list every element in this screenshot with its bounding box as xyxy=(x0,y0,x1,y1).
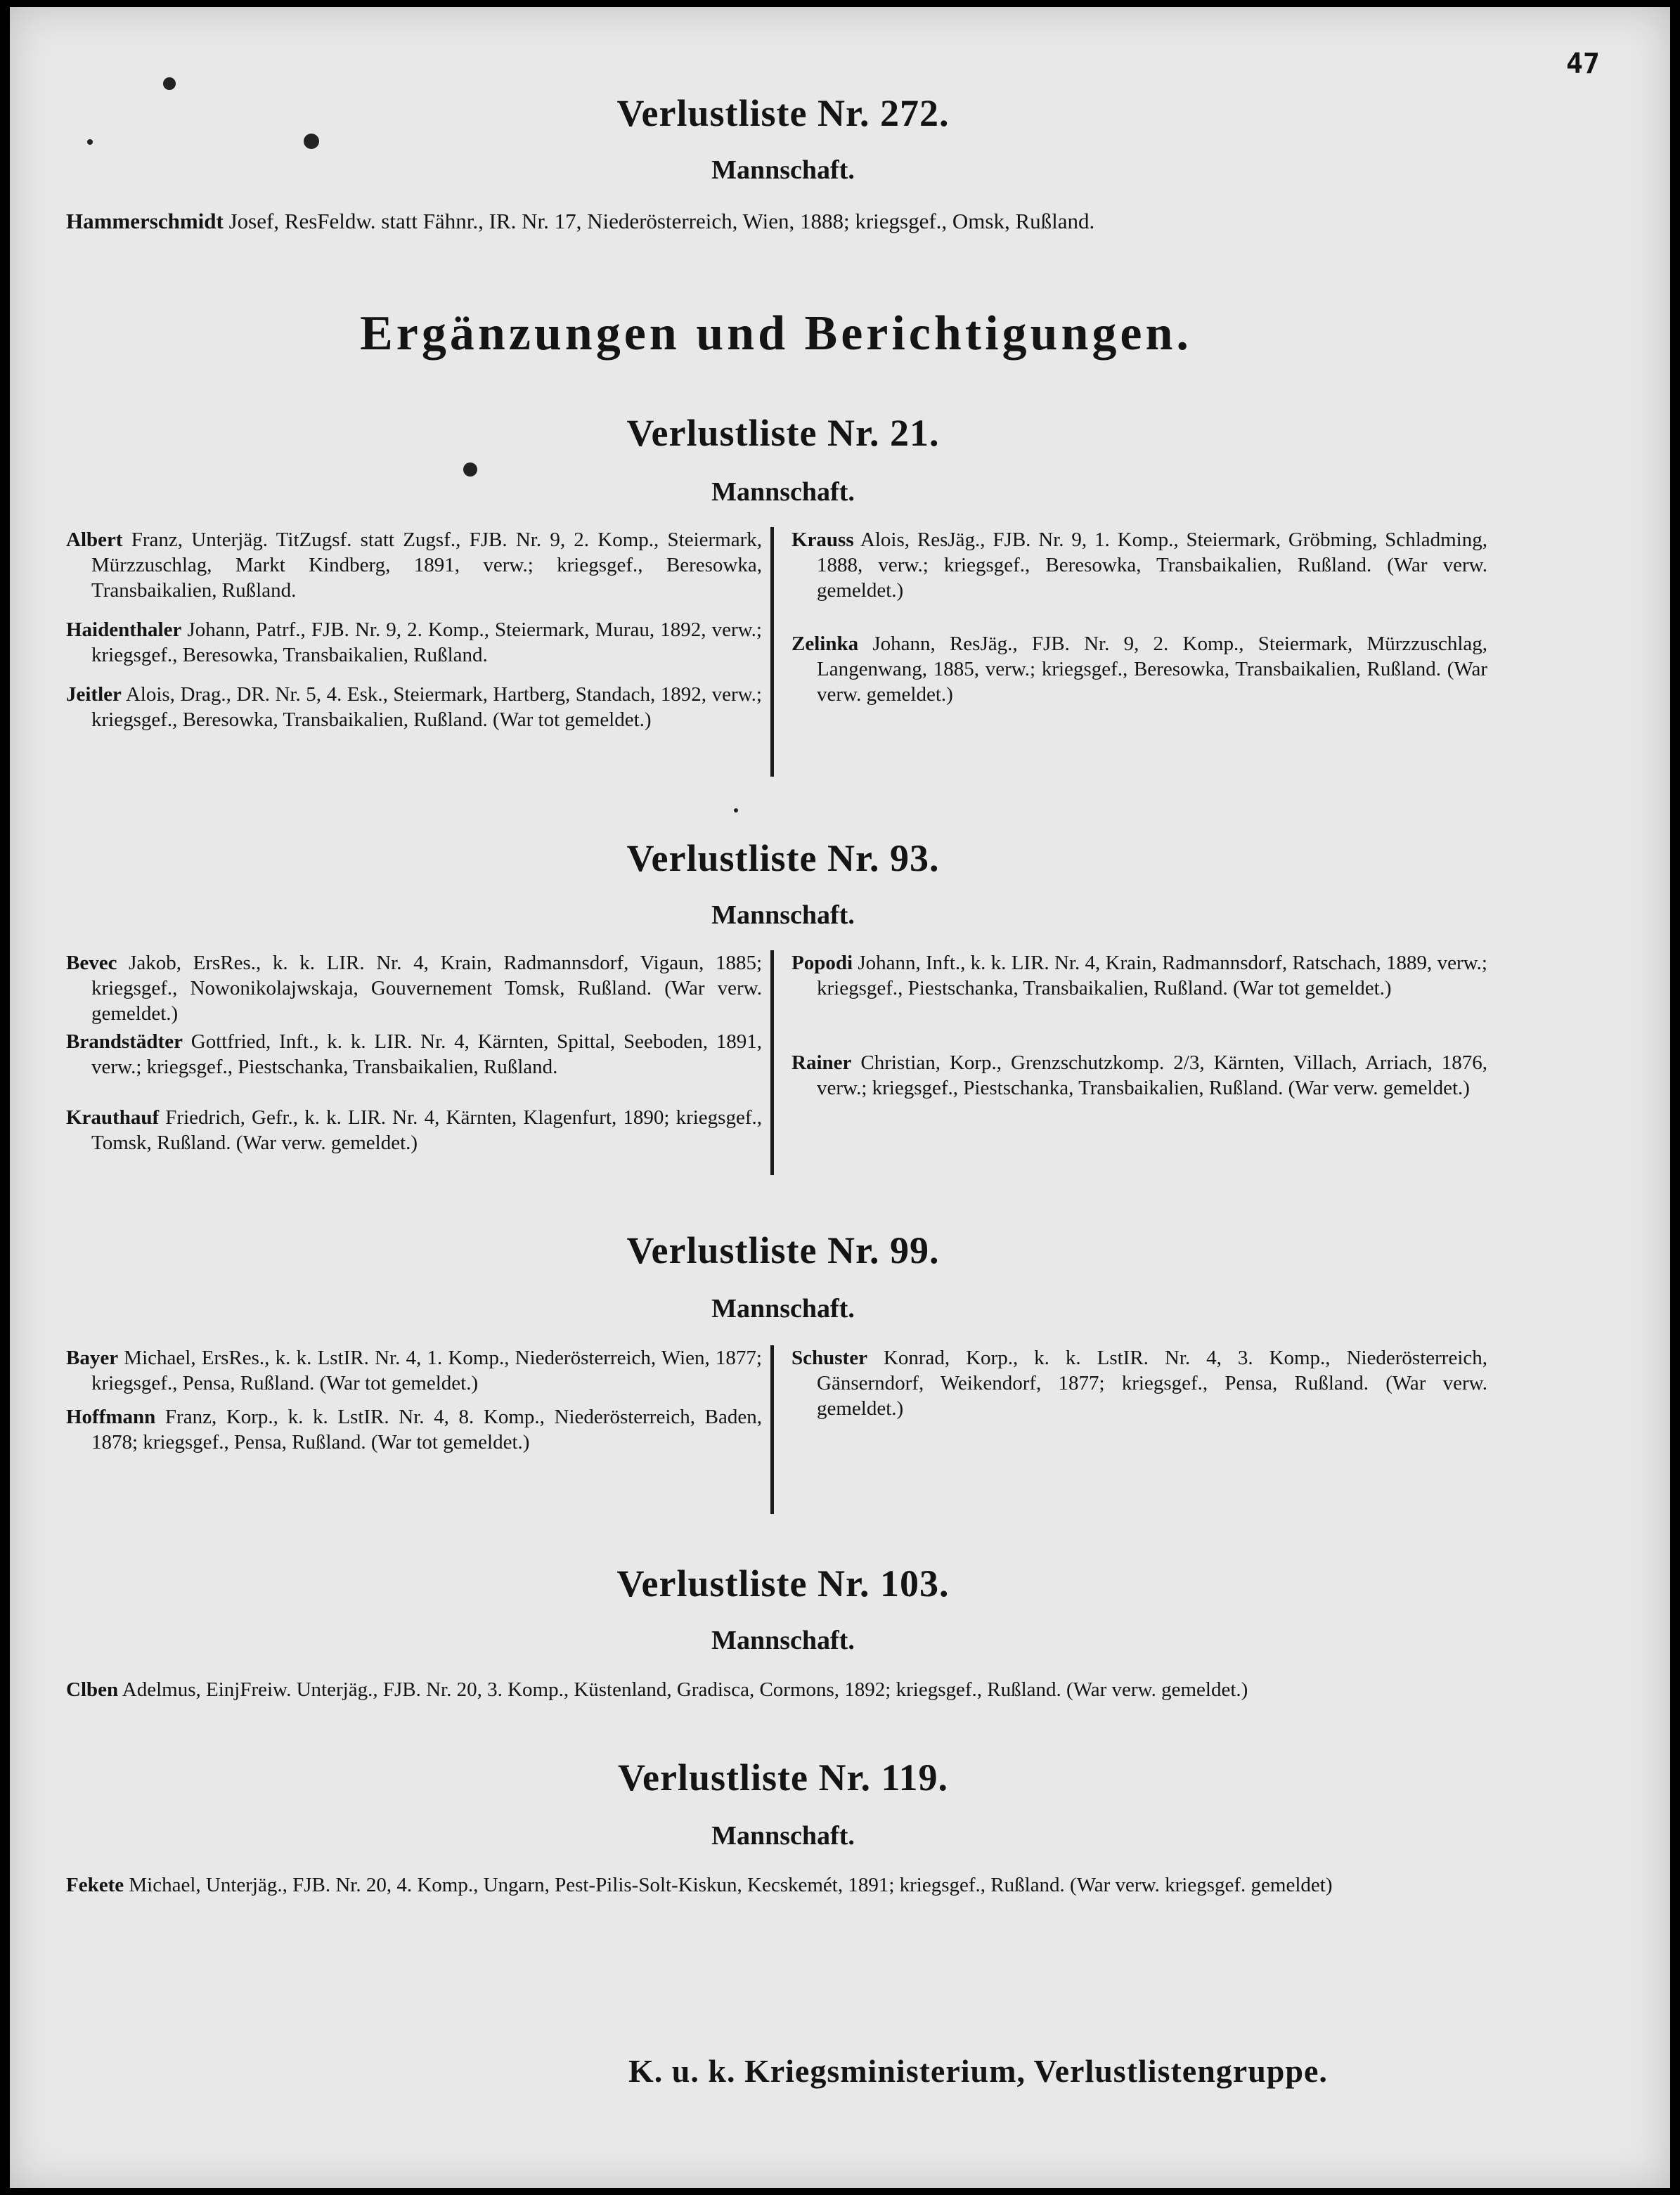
column-divider xyxy=(770,527,774,777)
list-93-left-column xyxy=(66,950,762,1170)
document-page xyxy=(10,7,1670,2188)
list-item xyxy=(791,1345,1487,1421)
entry-text: Franz, Korp., k. k. LstIR. Nr. 4, 8. Komp., Niederösterreich, Baden, 1878; kriegsgef., Pensa, Rußland. (War tot gemeldet.) xyxy=(91,1406,762,1453)
entry-name: Brandstädter xyxy=(66,1030,183,1053)
list-item xyxy=(66,617,762,668)
list-item xyxy=(66,682,762,732)
list-item xyxy=(791,631,1487,707)
entry-text: Michael, Unterjäg., FJB. Nr. 20, 4. Komp., Ungarn, Pest-Pilis-Solt-Kiskun, Kecskemét, 1891; kriegsgef., Rußland. (War verw. kriegsgef. gemeldet) xyxy=(124,1874,1333,1896)
scan-speck xyxy=(463,462,477,477)
entry-name: Jeitler xyxy=(66,683,122,706)
scan-speck xyxy=(163,77,176,90)
list-item xyxy=(791,527,1487,603)
list-119-section: Mannschaft. xyxy=(711,1821,855,1851)
list-272-title: Verlustliste Nr. 272. xyxy=(616,92,950,134)
list-103-entry xyxy=(66,1677,1493,1702)
list-21-section: Mannschaft. xyxy=(711,477,855,507)
list-21-left-column xyxy=(66,527,762,746)
entry-name: Krauss xyxy=(791,529,854,551)
footer-signature: K. u. k. Kriegsministerium, Verlustlistengruppe. xyxy=(628,2053,1328,2089)
list-item xyxy=(66,1345,762,1396)
entry-text: Johann, Patrf., FJB. Nr. 9, 2. Komp., Steiermark, Murau, 1892, verw.; kriegsgef., Beresowka, Transbaikalien, Rußland. xyxy=(91,619,762,666)
entry-text: Jakob, ErsRes., k. k. LIR. Nr. 4, Krain, Radmannsdorf, Vigaun, 1885; kriegsgef., Nowonikolajwskaja, Gouvernement Tomsk, Rußland. (War verw. gemeldet.) xyxy=(91,952,762,1025)
entry-text: Johann, Inft., k. k. LIR. Nr. 4, Krain, Radmannsdorf, Ratschach, 1889, verw.; kriegsgef., Piestschanka, Transbaikalien, Rußland. (War tot gemeldet.) xyxy=(817,952,1487,999)
list-93-section: Mannschaft. xyxy=(711,900,855,930)
list-item xyxy=(791,1050,1487,1101)
entry-text: Adelmus, EinjFreiw. Unterjäg., FJB. Nr. 20, 3. Komp., Küstenland, Gradisca, Cormons, 1892; kriegsgef., Rußland. (War verw. gemeldet.) xyxy=(118,1678,1248,1701)
list-93-title: Verlustliste Nr. 93. xyxy=(626,837,940,879)
entry-name: Krauthauf xyxy=(66,1106,160,1129)
page-number: 47 xyxy=(1565,48,1600,80)
list-item xyxy=(791,950,1487,1001)
column-divider xyxy=(770,1345,774,1514)
entry-name: Clben xyxy=(66,1678,119,1701)
list-item xyxy=(66,1404,762,1455)
list-21-right-column xyxy=(791,527,1487,721)
entry-text: Alois, ResJäg., FJB. Nr. 9, 1. Komp., Steiermark, Gröbming, Schladming, 1888, verw.; kriegsgef., Beresowka, Transbaikalien, Rußland. (War verw. gemeldet.) xyxy=(817,529,1487,602)
list-103-section: Mannschaft. xyxy=(711,1626,855,1655)
scan-speck xyxy=(734,808,738,812)
entry-text: Konrad, Korp., k. k. LstIR. Nr. 4, 3. Komp., Niederösterreich, Gänserndorf, Weikendorf, 1877; kriegsgef., Pensa, Rußland. (War verw. gemeldet.) xyxy=(817,1347,1487,1420)
list-item xyxy=(66,527,762,603)
entry-text: Josef, ResFeldw. statt Fähnr., IR. Nr. 17, Niederösterreich, Wien, 1888; kriegsgef., Omsk, Rußland. xyxy=(223,209,1095,233)
entry-text: Gottfried, Inft., k. k. LIR. Nr. 4, Kärnten, Spittal, Seeboden, 1891, verw.; kriegsgef., Piestschanka, Transbaikalien, Rußland. xyxy=(91,1030,762,1078)
list-93-right-column xyxy=(791,950,1487,1115)
entry-text: Johann, ResJäg., FJB. Nr. 9, 2. Komp., Steiermark, Mürzzuschlag, Langenwang, 1885, verw.; kriegsgef., Beresowka, Transbaikalien, Rußland. (War verw. gemeldet.) xyxy=(817,633,1487,706)
list-item xyxy=(66,1105,762,1155)
entry-name: Hammerschmidt xyxy=(66,209,224,233)
entry-name: Rainer xyxy=(791,1051,852,1074)
list-119-entry xyxy=(66,1872,1493,1898)
entry-name: Popodi xyxy=(791,952,853,974)
entry-text: Christian, Korp., Grenzschutzkomp. 2/3, Kärnten, Villach, Arriach, 1876, verw.; kriegsgef., Piestschanka, Transbaikalien, Rußland. (War verw. gemeldet.) xyxy=(817,1051,1487,1099)
entry-text: Alois, Drag., DR. Nr. 5, 4. Esk., Steiermark, Hartberg, Standach, 1892, verw.; kriegsgef., Beresowka, Transbaikalien, Rußland. (War tot gemeldet.) xyxy=(91,683,762,731)
entry-text: Michael, ErsRes., k. k. LstIR. Nr. 4, 1. Komp., Niederösterreich, Wien, 1877; kriegsgef., Pensa, Rußland. (War tot gemeldet.) xyxy=(91,1347,762,1394)
entry-name: Bevec xyxy=(66,952,117,974)
list-99-left-column xyxy=(66,1345,762,1469)
list-272-section: Mannschaft. xyxy=(711,155,855,185)
entry-text: Franz, Unterjäg. TitZugsf. statt Zugsf., FJB. Nr. 9, 2. Komp., Steiermark, Mürzzuschlag, Markt Kindberg, 1891, verw.; kriegsgef., Beresowka, Transbaikalien, Rußland. xyxy=(91,529,762,602)
entry-name: Albert xyxy=(66,529,123,551)
list-99-section: Mannschaft. xyxy=(711,1294,855,1323)
list-item xyxy=(66,1029,762,1080)
entry-name: Schuster xyxy=(791,1347,867,1369)
entry-name: Hoffmann xyxy=(66,1406,156,1428)
scan-speck xyxy=(87,139,93,145)
list-272-entry xyxy=(66,208,1493,235)
list-21-title: Verlustliste Nr. 21. xyxy=(626,412,940,454)
entry-name: Haidenthaler xyxy=(66,619,182,641)
list-99-right-column xyxy=(791,1345,1487,1435)
column-divider xyxy=(770,950,774,1175)
scan-speck xyxy=(304,134,319,149)
list-103-title: Verlustliste Nr. 103. xyxy=(616,1562,950,1605)
entry-text: Friedrich, Gefr., k. k. LIR. Nr. 4, Kärnten, Klagenfurt, 1890; kriegsgef., Tomsk, Rußland. (War verw. gemeldet.) xyxy=(91,1106,762,1154)
list-item xyxy=(66,950,762,1026)
main-heading: Ergänzungen und Berichtigungen. xyxy=(360,306,1192,361)
list-99-title: Verlustliste Nr. 99. xyxy=(626,1229,940,1271)
list-119-title: Verlustliste Nr. 119. xyxy=(617,1756,948,1799)
entry-name: Bayer xyxy=(66,1347,119,1369)
entry-name: Fekete xyxy=(66,1874,124,1896)
entry-name: Zelinka xyxy=(791,633,859,655)
